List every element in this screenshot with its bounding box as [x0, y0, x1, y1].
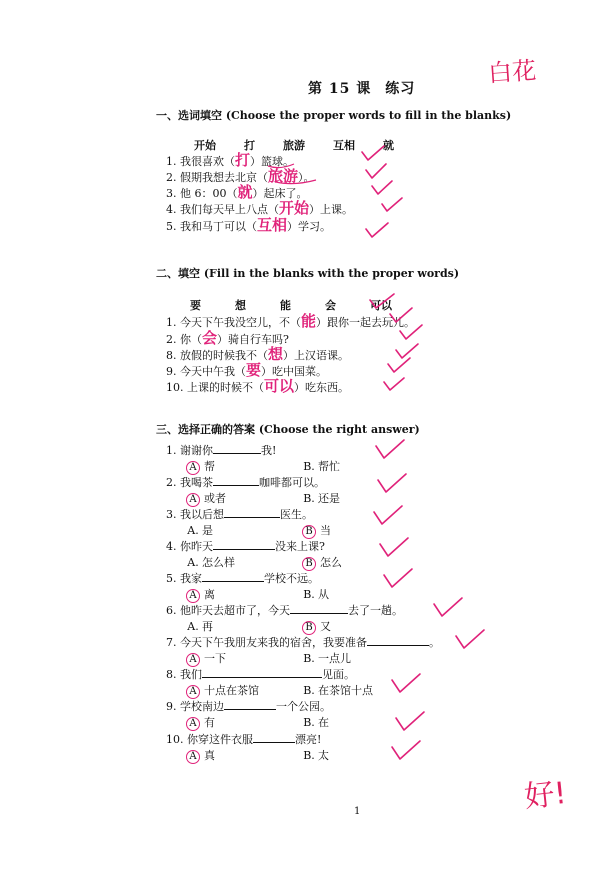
question: 2. 我喝茶 咖啡都可以。 — [166, 473, 325, 491]
option-b: B 怎么 — [302, 554, 342, 571]
section1-item: 5. 我和马丁可以（互相）学习。 — [166, 216, 332, 234]
check-mark-icon — [456, 630, 484, 648]
handwritten-answer: 打 — [235, 151, 251, 169]
check-mark-icon — [390, 308, 412, 322]
handwritten-answer: 互相 — [257, 216, 288, 234]
check-mark-icon — [372, 181, 392, 194]
check-mark-icon — [384, 569, 412, 587]
check-mark-icon — [378, 474, 406, 492]
option-a: A. 是 — [187, 524, 213, 537]
question: 4. 你昨天 没来上课? — [166, 537, 325, 555]
word-bank-item: 会 — [325, 299, 336, 312]
section3-heading: 三、选择正确的答案 (Choose the right answer) — [156, 423, 420, 436]
handwritten-answer: 能 — [301, 312, 317, 330]
handwritten-answer: 想 — [268, 345, 284, 363]
section1-item: 1. 我很喜欢（打）篮球。 — [166, 151, 295, 169]
check-mark-icon — [366, 164, 386, 178]
question: 8. 我们 见面。 — [166, 665, 355, 683]
word-bank-item: 可以 — [370, 299, 392, 312]
option-b: B. 在茶馆十点 — [303, 684, 373, 697]
option-b: B 又 — [302, 618, 331, 635]
check-mark-icon — [392, 741, 420, 759]
handwritten-answer: 可以 — [264, 377, 295, 395]
option-a: A 十点在茶馆 — [186, 682, 259, 699]
option-a: A 离 — [186, 586, 215, 603]
word-bank-item: 互相 — [333, 139, 355, 152]
lesson-subtitle: 练习 — [385, 81, 416, 97]
word-bank-item: 能 — [280, 299, 291, 312]
option-b: B. 太 — [303, 749, 329, 762]
section2-item: 2. 你（会）骑自行车吗? — [166, 329, 289, 347]
section2-item: 10. 上课的时候不（可以）吃东西。 — [166, 377, 350, 395]
ink-underline-icon — [276, 180, 316, 184]
word-bank-item: 就 — [383, 139, 394, 152]
option-a: A 有 — [186, 714, 215, 731]
check-mark-icon — [392, 674, 420, 692]
section2-item: 9. 今天中午我（要）吃中国菜。 — [166, 361, 328, 379]
word-bank-item: 开始 — [194, 139, 216, 152]
question: 5. 我家 学校不远。 — [166, 569, 319, 587]
check-mark-icon — [388, 358, 410, 372]
handwritten-answer: 要 — [246, 361, 262, 379]
question: 1. 谢谢你 我! — [166, 441, 276, 459]
handwritten-answer: 旅游 — [268, 167, 299, 185]
check-mark-icon — [366, 223, 388, 237]
option-a: A 或者 — [186, 490, 226, 507]
ink-underline-icon — [268, 164, 294, 168]
check-mark-icon — [374, 506, 402, 524]
option-b: B 当 — [302, 522, 331, 539]
teacher-comment: 好! — [522, 775, 569, 816]
check-mark-icon — [396, 712, 424, 730]
check-mark-icon — [376, 440, 404, 458]
section2-item: 8. 放假的时候我不（想）上汉语课。 — [166, 345, 350, 363]
option-a: A. 再 — [187, 620, 213, 633]
lesson-title: 第 15 课 — [308, 81, 372, 97]
option-b: B. 从 — [303, 588, 329, 601]
section1-item: 2. 假期我想去北京（旅游）。 — [166, 167, 315, 185]
check-mark-icon — [434, 598, 462, 616]
word-bank-item: 打 — [244, 139, 255, 152]
section2-heading: 二、填空 (Fill in the blanks with the proper words) — [156, 267, 460, 280]
page-number: 1 — [354, 806, 361, 817]
handwritten-name: 白花 — [487, 56, 538, 88]
option-a: A 一下 — [186, 650, 226, 667]
question: 3. 我以后想 医生。 — [166, 505, 313, 523]
handwritten-answer: 开始 — [279, 199, 310, 217]
check-mark-icon — [396, 344, 418, 358]
check-mark-icon — [400, 325, 422, 339]
check-mark-icon — [384, 378, 404, 390]
question: 10. 你穿这件衣服 漂亮! — [166, 730, 321, 748]
option-a: A 真 — [186, 747, 215, 764]
question: 6. 他昨天去超市了，今天 去了一趟。 — [166, 601, 403, 619]
check-mark-icon — [382, 198, 402, 211]
section1-item: 4. 我们每天早上八点（开始）上课。 — [166, 199, 354, 217]
check-mark-icon — [370, 294, 394, 308]
word-bank-item: 想 — [235, 299, 246, 312]
option-a: A. 怎么样 — [187, 556, 235, 569]
handwritten-answer: 会 — [202, 329, 218, 347]
check-mark-icon — [380, 538, 408, 556]
handwritten-answer: 就 — [237, 183, 253, 201]
question: 7. 今天下午我朋友来我的宿舍，我要准备 。 — [166, 633, 440, 651]
section1-heading: 一、选词填空 (Choose the proper words to fill in the blanks) — [156, 109, 512, 122]
option-a: A 帮 — [186, 458, 215, 475]
word-bank-item: 要 — [190, 299, 201, 312]
option-b: B. 在 — [303, 716, 329, 729]
option-b: B. 帮忙 — [303, 460, 340, 473]
option-b: B. 还是 — [303, 492, 340, 505]
section1-item: 3. 他 6：00（就）起床了。 — [166, 183, 308, 201]
word-bank-item: 旅游 — [283, 139, 305, 152]
question: 9. 学校南边 一个公园。 — [166, 697, 331, 715]
option-b: B. 一点儿 — [303, 652, 351, 665]
check-mark-icon — [362, 146, 384, 160]
section2-item: 1. 今天下午我没空儿，不（能）跟你一起去玩儿。 — [166, 312, 416, 330]
